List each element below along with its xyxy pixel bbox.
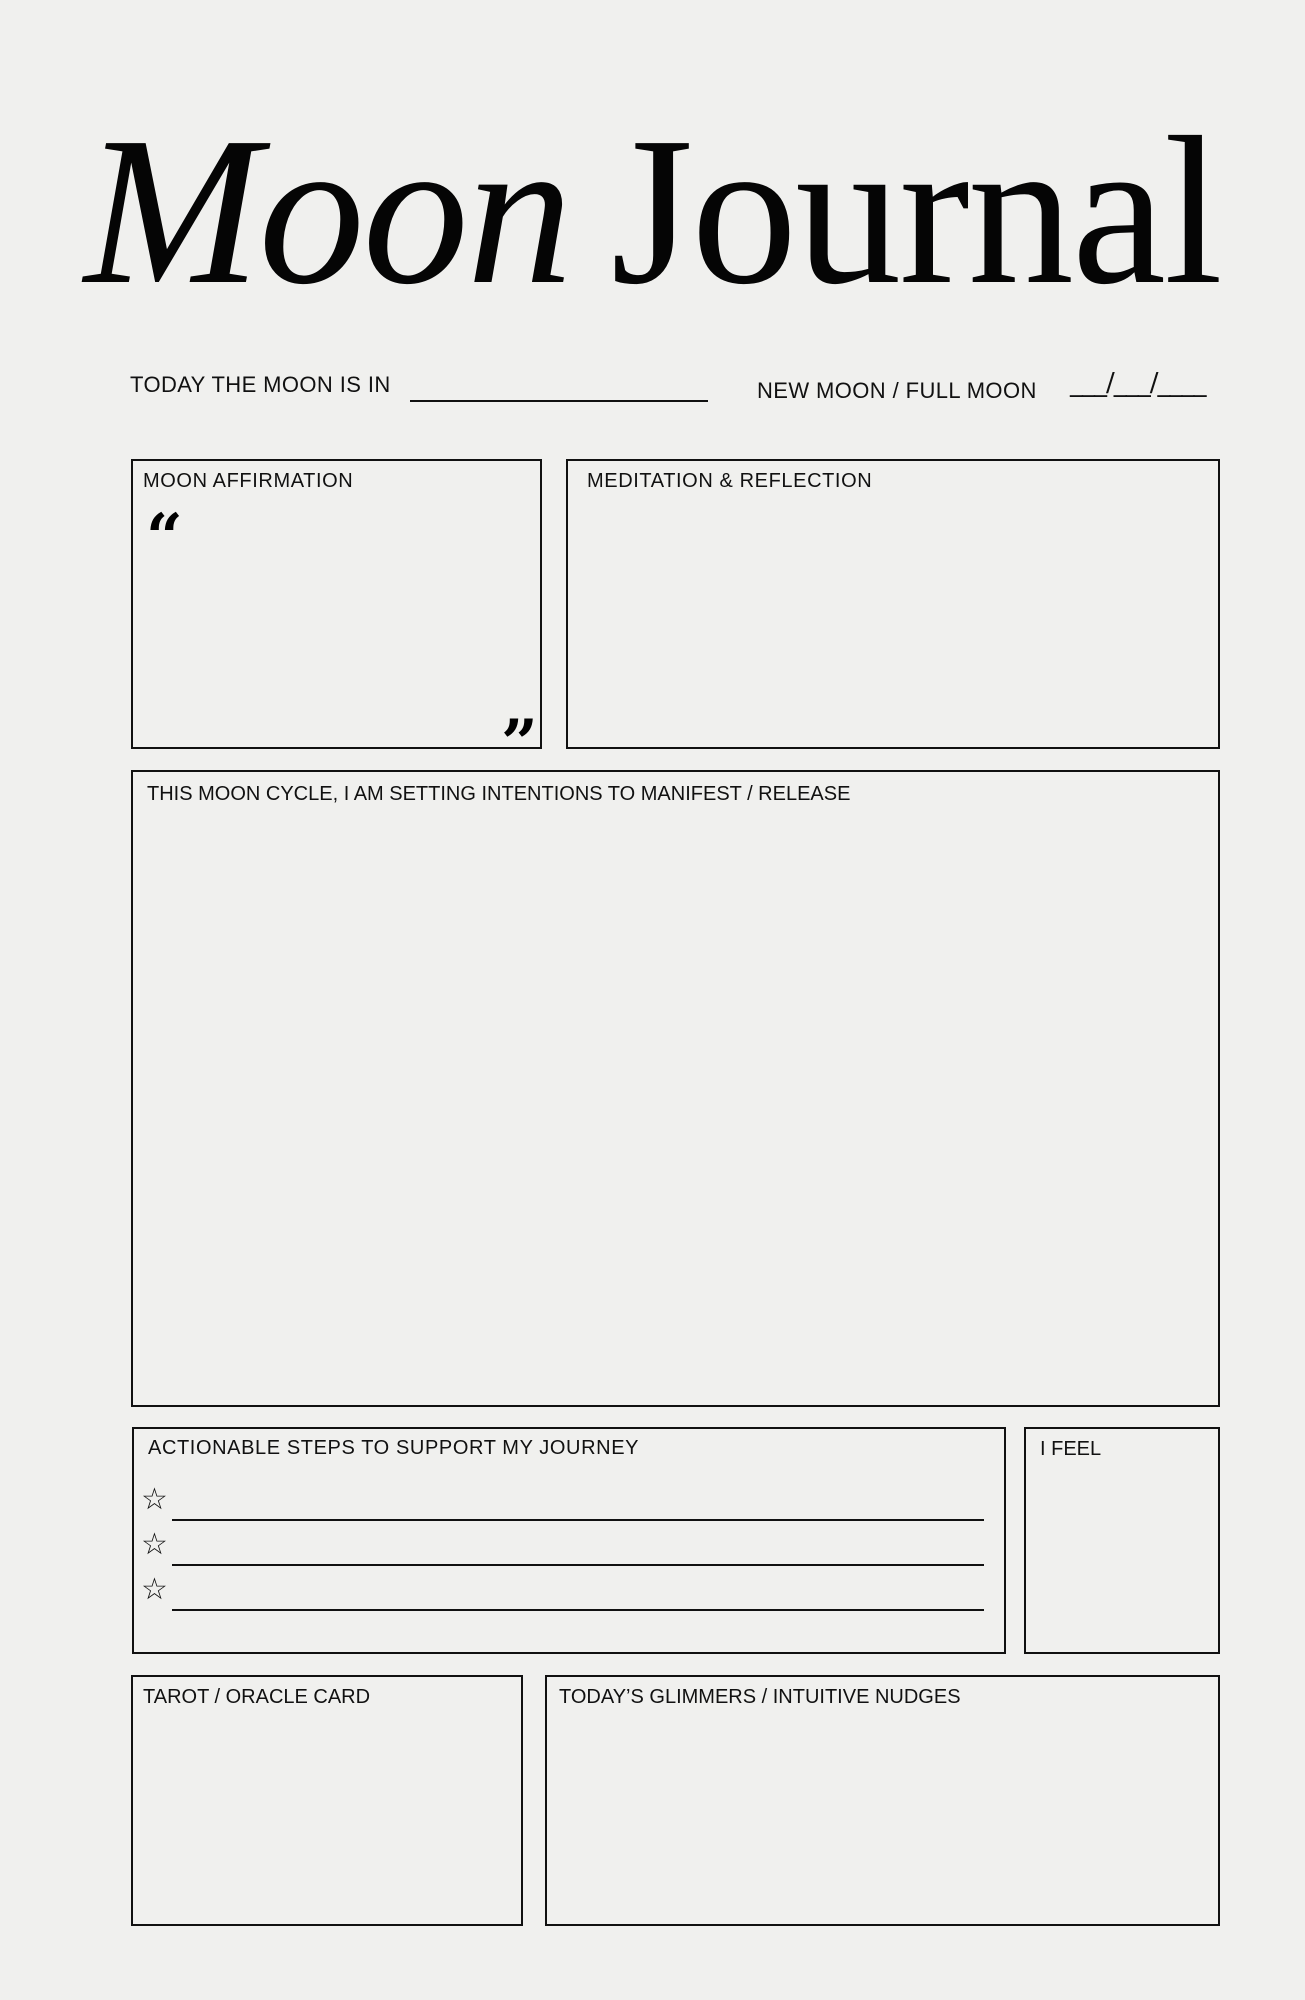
star-icon: ☆	[141, 1572, 168, 1607]
star-icon: ☆	[141, 1482, 168, 1517]
moon-sign-field[interactable]	[410, 400, 708, 402]
title-moon: Moon	[84, 93, 571, 328]
page-title	[0, 93, 1305, 328]
tarot-oracle-box[interactable]	[131, 1675, 523, 1926]
i-feel-label: I FEEL	[1040, 1438, 1102, 1460]
glimmers-box[interactable]	[545, 1675, 1220, 1926]
i-feel-box[interactable]	[1024, 1427, 1220, 1654]
open-quote-icon: “	[146, 500, 183, 575]
close-quote-icon: ”	[501, 706, 538, 781]
tarot-oracle-label: TAROT / ORACLE CARD	[143, 1686, 371, 1708]
intentions-box[interactable]	[131, 770, 1220, 1407]
meditation-reflection-label: MEDITATION & REFLECTION	[587, 470, 873, 492]
title-journal: Journal	[610, 93, 1221, 328]
intentions-label: THIS MOON CYCLE, I AM SETTING INTENTIONS TO MANIFEST / RELEASE	[147, 783, 851, 805]
moon-sign-label: TODAY THE MOON IS IN	[130, 372, 391, 397]
moon-affirmation-box[interactable]	[131, 459, 542, 749]
step-line-3[interactable]	[172, 1609, 984, 1611]
step-line-1[interactable]	[172, 1519, 984, 1521]
moon-affirmation-label: MOON AFFIRMATION	[143, 470, 354, 492]
glimmers-label: TODAY’S GLIMMERS / INTUITIVE NUDGES	[559, 1686, 961, 1708]
date-field[interactable]: ___/___/____	[1070, 368, 1206, 398]
meditation-reflection-box[interactable]	[566, 459, 1220, 749]
actionable-steps-label: ACTIONABLE STEPS TO SUPPORT MY JOURNEY	[148, 1437, 640, 1459]
actionable-steps-box	[132, 1427, 1006, 1654]
step-line-2[interactable]	[172, 1564, 984, 1566]
star-icon: ☆	[141, 1527, 168, 1562]
moon-phase-label: NEW MOON / FULL MOON	[757, 378, 1037, 403]
